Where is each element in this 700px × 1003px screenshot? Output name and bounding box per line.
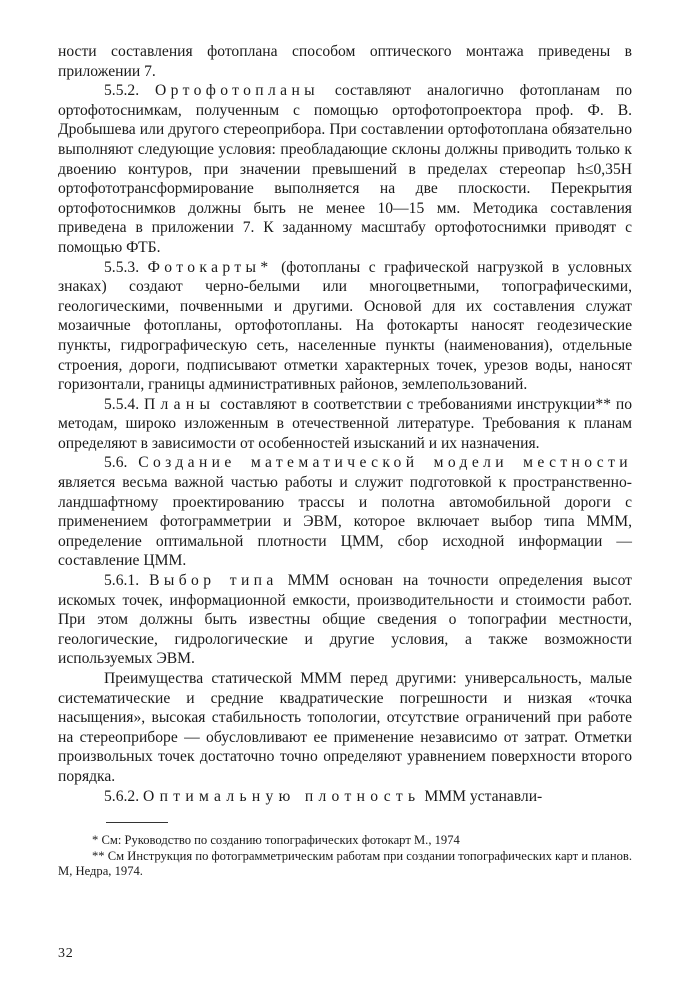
paragraph-text: ММM основан на точности определения высот искомых точек, информационной емкости, производительности и стоимости работ. При этом должны быть известны общие сведения о топографии местности, геологические, гидрологические и другие условия, а также возможности используемых ЭВМ. bbox=[58, 572, 632, 668]
section-number: 5.5.4. bbox=[104, 395, 140, 413]
footnote-1: * См: Руководство по созданию топографических фотокарт М., 1974 bbox=[92, 833, 460, 848]
section-number: 5.6.1. bbox=[104, 572, 140, 590]
section-term: Ортофотопланы bbox=[155, 82, 320, 100]
section-term: Оптимальную плотность bbox=[143, 787, 421, 805]
paragraph-text: Преимущества статической ММM перед другими: универсальность, малые систематические и средние квадратические погрешности и низкая «точка насыщения», высокая стабильность топологии, отсутствие ограничений при работе на стереоприборе — обусловливают ее применение независимо от затрат. Отметки произвольных точек достаточно точно определяют уравнением поверхности второго порядка. bbox=[58, 670, 632, 785]
section-term: Выбор типа bbox=[149, 572, 278, 590]
paragraph-text: является весьма важной частью работы и служит подготовкой к пространственно-ландшафтному проектированию трассы и полотна автомобильной дороги с применением фотограмметрии и ЭВМ, которое включает выбор типа ММM, определение оптимальной плотности ЦММ, сбор исходной информации — составление ЦММ. bbox=[58, 474, 632, 570]
paragraph-orthophotoplans bbox=[58, 81, 632, 257]
paragraph-text: ММM устанавли- bbox=[420, 787, 543, 805]
paragraph-plans bbox=[58, 395, 632, 454]
paragraph-text: (фотопланы с графической нагрузкой в условных знаках) создают черно-белыми или многоцветными, топографическими, геологическими, почвенными и другими. Основой для их составления служат мозаичные фотопланы, ортофотопланы. На фотокарты наносят геодезические пункты, гидрографическую сеть, населенные пункты (наименования), отдельные строения, дороги, подписывают отметки характерных точек, урезов воды, наносят горизонтали, границы административных районов, землепользований. bbox=[58, 258, 632, 394]
footnotes bbox=[58, 833, 632, 880]
page-content bbox=[58, 42, 632, 880]
section-number: 5.5.2. bbox=[104, 82, 140, 100]
paragraph-photomaps bbox=[58, 258, 632, 395]
paragraph-model-type bbox=[58, 571, 632, 669]
section-number: 5.6.2. bbox=[104, 787, 140, 805]
page-number: 32 bbox=[58, 946, 74, 961]
section-term: Фотокарты* bbox=[147, 258, 273, 276]
section-term: Создание математической модели местности bbox=[138, 454, 632, 472]
section-term: Планы bbox=[143, 395, 216, 413]
paragraph-advantages bbox=[58, 669, 632, 787]
paragraph-text: ности составления фотоплана способом оптического монтажа приведены в приложении 7. bbox=[58, 43, 632, 80]
paragraph-continuation bbox=[58, 42, 632, 81]
body-text bbox=[58, 42, 632, 806]
footnote-divider bbox=[106, 822, 168, 823]
paragraph-text: составляют аналогично фотопланам по ортофотоснимкам, полученным с помощью ортофотопроектора проф. Ф. В. Дробышева или другого стереоприбора. При составлении ортофотоплана обязательно выполняют следующие условия: преобладающие склоны должны приводить только к двоению контуров, при значении превышений в пределах стереопар h≤0,35H ортофототрансформирование выполняется на две плоскости. Перекрытия ортофотоснимков должны быть не менее 10—15 мм. Методика составления приведена в приложении 7. К заданному масштабу ортофотоснимки приводят с помощью ФТБ. bbox=[58, 82, 632, 256]
footnote-2: ** См Инструкция по фотограмметрическим работам при создании топографических карт и планов. М, Недра, 1974. bbox=[58, 848, 632, 879]
paragraph-optimal-density bbox=[58, 787, 632, 807]
section-number: 5.5.3. bbox=[104, 258, 140, 276]
paragraph-math-model bbox=[58, 453, 632, 571]
section-number: 5.6. bbox=[104, 454, 128, 472]
paragraph-text: составляют в соответствии с требованиями инструкции** по методам, широко изложенным в отечественной литературе. Требования к планам определяют в зависимости от особенностей изысканий и их назначения. bbox=[58, 395, 633, 452]
